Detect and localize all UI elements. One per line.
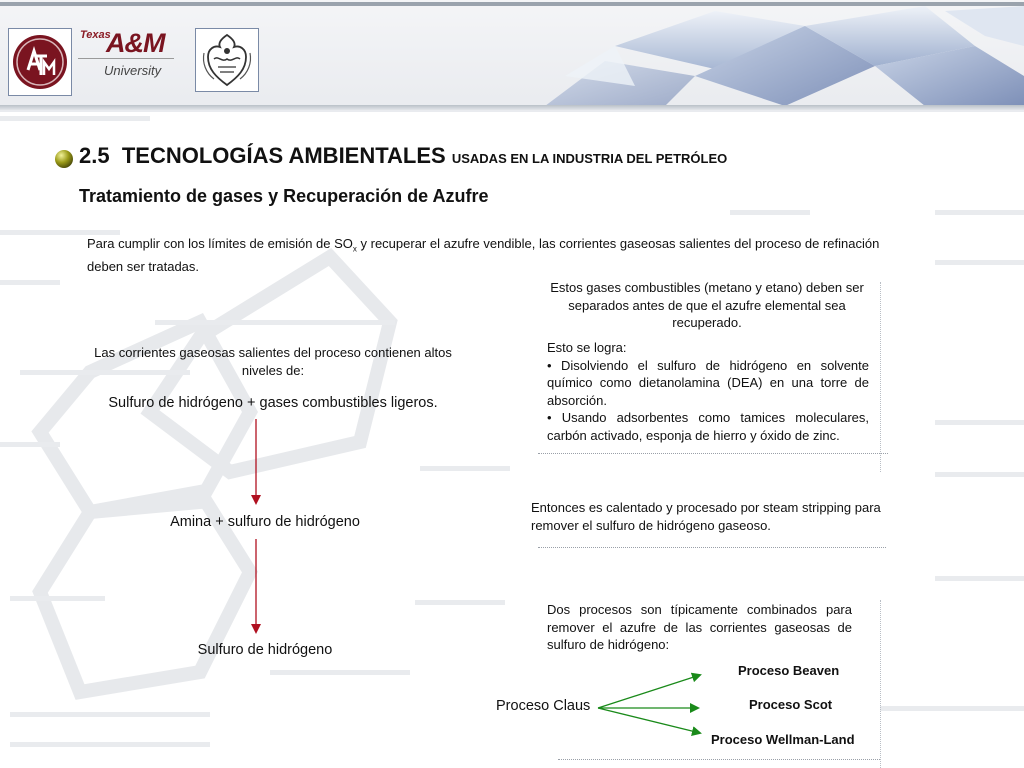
scot-process-label: Proceso Scot xyxy=(749,697,833,712)
wellman-land-process-label: Proceso Wellman-Land xyxy=(711,732,855,747)
background-pattern xyxy=(0,112,1024,768)
dotted-divider xyxy=(538,547,886,548)
hydrogen-sulfide-text: Sulfuro de hidrógeno xyxy=(197,642,333,658)
section-title-sub: USADAS EN LA INDUSTRIA DEL PETRÓLEO xyxy=(451,151,728,166)
intro-paragraph xyxy=(87,235,882,276)
dotted-divider xyxy=(558,759,880,760)
amine-text: Amina + sulfuro de hidrógeno xyxy=(170,514,360,530)
texas-word: Texas xyxy=(80,29,111,41)
method-item-dea: • Disolviendo el sulfuro de hidrógeno en solvente químico como dietanolamina (DEA) en una torre de absorción. xyxy=(547,357,869,408)
gases-separation-text: Estos gases combustibles (metano y etano) deben ser separados antes de que el azufre elemental sea recuperado. xyxy=(550,280,864,330)
two-processes-text: Dos procesos son típicamente combinados para remover el azufre de las corrientes gaseosas de sulfuro de hidrógeno: xyxy=(547,602,852,652)
mixture-text: Sulfuro de hidrógeno + gases combustibles ligeros. xyxy=(108,395,438,411)
slide-subtitle: Tratamiento de gases y Recuperación de Azufre xyxy=(79,186,489,206)
intro-text-end: y recuperar el azufre vendible, las corrientes gaseosas salientes del proceso de refinación deben ser tratadas. xyxy=(87,236,880,275)
claus-process-label: Proceso Claus xyxy=(496,698,591,714)
section-title xyxy=(79,143,727,169)
intro-text-start: Para cumplir con los límites de emisión de SO xyxy=(87,236,353,251)
title-bullet-icon xyxy=(54,149,74,169)
method-item-adsorbents: • Usando adsorbentes como tamices moleculares, carbón activado, esponja de hierro y óxido de zinc. xyxy=(547,410,869,443)
section-title-main: TECNOLOGÍAS AMBIENTALES xyxy=(121,143,446,168)
beaven-process-label: Proceso Beaven xyxy=(738,663,840,678)
dotted-vertical-divider xyxy=(880,282,881,472)
atm-logo xyxy=(8,28,72,96)
header-crystal-art xyxy=(545,6,1024,106)
tamu-wordmark xyxy=(76,27,176,87)
wordmark-rule xyxy=(78,58,174,59)
dotted-vertical-divider xyxy=(880,600,881,768)
steam-stripping-text: Entonces es calentado y procesado por steam stripping para remover el sulfuro de hidrógeno gaseoso. xyxy=(531,500,881,533)
formula-subscript: x xyxy=(352,244,357,254)
method-intro: Esto se logra: xyxy=(547,340,627,355)
am-word: A&M xyxy=(106,28,165,58)
section-number: 2.5 xyxy=(79,143,110,168)
streams-text: Las corrientes gaseosas salientes del proceso contienen altos niveles de: xyxy=(94,345,452,378)
dotted-divider xyxy=(538,453,888,454)
header-bottom-rule xyxy=(0,105,1024,110)
university-word: University xyxy=(104,63,162,78)
method-text-block xyxy=(547,339,869,444)
national-seal-logo xyxy=(195,28,259,92)
